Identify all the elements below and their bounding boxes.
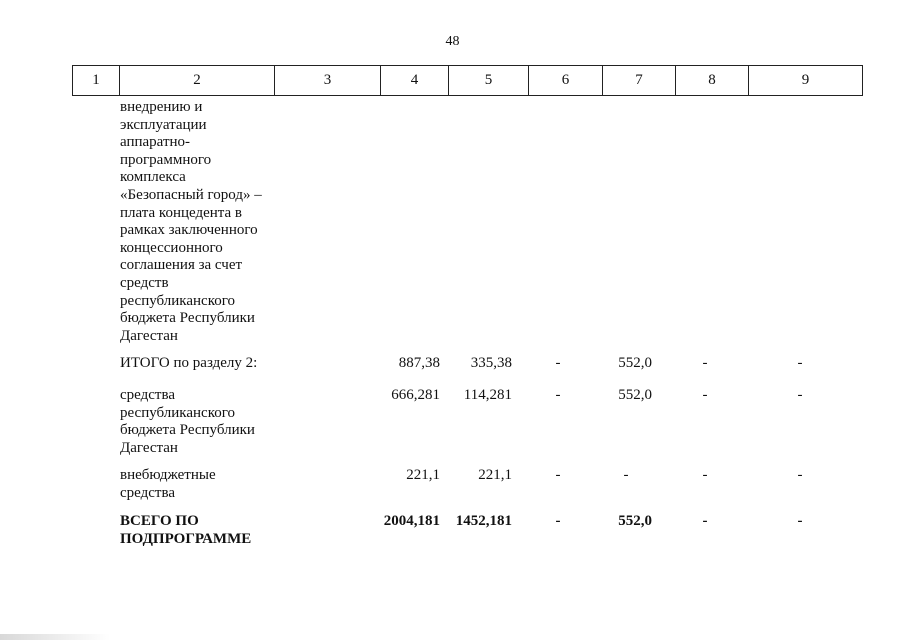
text-line: внебюджетные [120,467,216,483]
value-col-9: - [797,355,803,371]
column-header-7: 7 [603,66,676,96]
text-line: республиканского [120,292,235,309]
text-line: средства [120,387,176,403]
column-header-5: 5 [449,66,529,96]
text-line: бюджета Республики [120,310,255,327]
value-col-7: - [623,467,629,483]
text-line: концессионного [120,239,223,256]
column-header-6: 6 [529,66,603,96]
value-col-6: - [555,355,561,371]
column-header-8: 8 [676,66,749,96]
text-line: соглашения за счет [120,257,243,274]
value-col-4: 666,281 [391,387,440,403]
column-header-2: 2 [120,66,275,96]
column-header-3: 3 [275,66,381,96]
text-line: средства [120,484,176,501]
text-line: бюджета Республики [120,422,255,439]
row-label [120,513,270,548]
text-line: Дагестан [120,439,178,456]
value-col-9: - [797,467,803,483]
text-line: ВСЕГО ПО [120,513,199,529]
text-line: внедрению и [120,99,203,115]
text-line: ИТОГО по разделу 2: [120,355,258,371]
value-col-8: - [702,467,708,483]
text-line: эксплуатации [120,116,207,133]
value-col-9: - [797,513,803,529]
value-col-4: 2004,181 [383,513,440,529]
value-col-9: - [797,387,803,403]
page-number: 48 [445,34,460,49]
row-label [120,467,270,502]
text-line: программного [120,151,212,168]
value-col-7: 552,0 [618,355,652,371]
continuation-description [120,99,270,345]
value-col-5: 335,38 [470,355,512,371]
column-header-1: 1 [73,66,120,96]
value-col-5: 1452,181 [455,513,512,529]
text-line: ПОДПРОГРАММЕ [120,530,252,547]
column-header-4: 4 [381,66,449,96]
value-col-6: - [555,513,561,529]
column-header-table [72,65,863,96]
value-col-4: 221,1 [406,467,440,483]
value-col-6: - [555,467,561,483]
value-col-5: 114,281 [463,387,512,403]
value-col-7: 552,0 [618,513,652,529]
text-line: республиканского [120,404,235,421]
value-col-8: - [702,355,708,371]
row-label [120,355,270,373]
text-line: комплекса [120,169,186,186]
value-col-6: - [555,387,561,403]
column-header-9: 9 [749,66,863,96]
text-line: рамках заключенного [120,222,258,239]
text-line: Дагестан [120,327,178,344]
value-col-7: 552,0 [618,387,652,403]
text-line: аппаратно- [120,134,191,151]
value-col-8: - [702,387,708,403]
text-line: плата концедента в [120,204,243,221]
scan-artifact [0,634,110,640]
text-line: средств [120,274,169,291]
row-label [120,387,270,457]
text-line: «Безопасный город» – [120,186,262,203]
value-col-4: 887,38 [398,355,440,371]
value-col-5: 221,1 [478,467,512,483]
value-col-8: - [702,513,708,529]
